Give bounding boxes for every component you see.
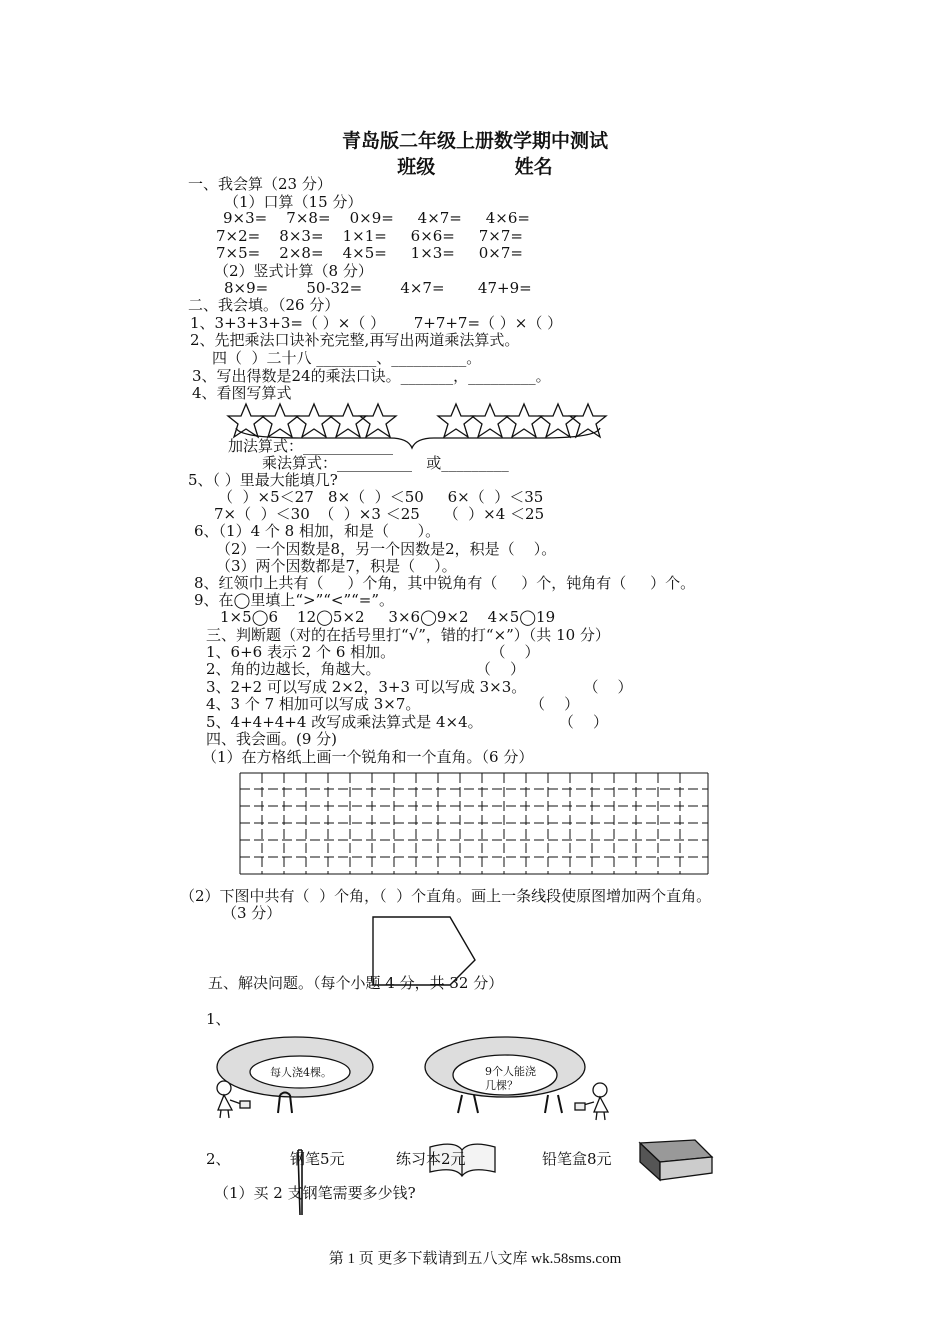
problem-2-part-1: （1）买 2 支钢笔需要多少钱? xyxy=(214,1184,416,1202)
boy-head xyxy=(593,1083,607,1097)
fill-q1: 1、3+3+3+3=（ ）×（ ） 7+7+7=（ ）×（ ） xyxy=(190,314,563,332)
judge-item-3: 3、2+2 可以写成 2×2，3+3 可以写成 3×3。 （ ） xyxy=(206,678,633,696)
page-title: 青岛版二年级上册数学期中测试 xyxy=(341,130,608,152)
fill-q8: 8、红领巾上共有（ ）个角，其中锐角有（ ）个，钝角有（ ）个。 xyxy=(194,574,696,592)
problem-2-label: 2、 xyxy=(206,1150,231,1168)
pen-price: 钢笔5元 xyxy=(290,1150,345,1168)
class-name-line: 班级 姓名 xyxy=(397,156,553,178)
problem-1-label: 1、 xyxy=(206,1010,231,1028)
star-group-right xyxy=(438,404,606,437)
star-icon xyxy=(296,404,332,437)
section-3-heading: 三、判断题（对的在括号里打“√”，错的打“×”）（共 10 分） xyxy=(206,626,610,644)
vertical-calc-heading: （2）竖式计算（8 分） xyxy=(214,262,373,280)
grid-paper xyxy=(240,773,708,874)
watering-can-icon xyxy=(240,1101,250,1108)
section-5-heading: 五、解决问题。（每个小题 4 分，共 32 分） xyxy=(208,974,504,992)
fill-q9: 9、在◯里填上“>”“<”“=”。 xyxy=(194,591,395,609)
pencil-box-price: 铅笔盒8元 xyxy=(542,1150,612,1168)
section-1-heading: 一、我会算（23 分） xyxy=(188,175,332,193)
bubble-text-right-1: 9个人能浇 xyxy=(485,1065,536,1078)
draw-q2-score: （3 分） xyxy=(222,904,282,922)
fill-q9-items: 1×5◯6 12◯5×2 3×6◯9×2 4×5◯19 xyxy=(220,608,556,626)
judge-item-2: 2、角的边越长，角越大。 （ ） xyxy=(206,660,525,678)
draw-q1: （1）在方格纸上画一个锐角和一个直角。（6 分） xyxy=(202,748,534,766)
bubble-text-right-2: 几棵？ xyxy=(485,1079,518,1092)
girl-head xyxy=(217,1081,231,1095)
fill-q5-row1: （ ）×5＜27 8×（ ）＜50 6×（ ）＜35 xyxy=(218,488,544,506)
draw-q2: （2）下图中共有（ ）个角，（ ）个直角。画上一条线段使原图增加两个直角。 xyxy=(180,887,712,905)
oral-calc-row-3: 7×5= 2×8= 4×5= 1×3= 0×7= xyxy=(216,244,523,262)
fill-q2-blank: 四（ ）二十八 ________、__________。 xyxy=(212,349,482,367)
judge-item-1: 1、6+6 表示 2 个 6 相加。 （ ） xyxy=(206,643,540,661)
fill-q4: 4、看图写算式 xyxy=(192,384,292,402)
star-group-left xyxy=(228,404,396,437)
fill-q6-part3: （3）两个因数都是7，积是（ ）。 xyxy=(216,557,457,575)
oral-calc-row-2: 7×2= 8×3= 1×1= 6×6= 7×7= xyxy=(216,227,523,245)
star-icon xyxy=(472,404,508,437)
tree-trunk-right xyxy=(458,1095,562,1113)
star-icon xyxy=(228,404,264,437)
judge-item-5: 5、4+4+4+4 改写成乘法算式是 4×4。 （ ） xyxy=(206,713,608,731)
section-4-heading: 四、我会画。(9 分) xyxy=(206,730,338,748)
star-icon xyxy=(506,404,542,437)
page-footer: 第 1 页 更多下载请到五八文库 wk.58sms.com xyxy=(328,1251,622,1267)
addition-formula-line: 加法算式：____________ xyxy=(228,437,394,455)
star-icon xyxy=(540,404,576,437)
section-2-heading: 二、我会填。（26 分） xyxy=(188,296,340,314)
fill-q5: 5、（ ）里最大能填几? xyxy=(188,471,338,489)
star-icon xyxy=(438,404,474,437)
star-icon xyxy=(262,404,298,437)
notebook-price: 练习本2元 xyxy=(396,1150,466,1168)
vertical-calc-row: 8×9= 50-32= 4×7= 47+9= xyxy=(224,279,532,297)
oral-calc-heading: （1）口算（15 分） xyxy=(224,193,363,211)
pencil-box-icon xyxy=(640,1140,712,1180)
star-icon xyxy=(570,404,606,437)
fill-q3: 3、写出得数是24的乘法口诀。_______，_________。 xyxy=(192,367,551,385)
fill-q6-part2: （2）一个因数是8，另一个因数是2，积是（ ）。 xyxy=(216,540,557,558)
star-icon xyxy=(330,404,366,437)
fill-q5-row2: 7×（ ）＜30 （ ）×3 ＜25 （ ）×4 ＜25 xyxy=(214,505,545,523)
multiplication-formula-line: 乘法算式：__________ 或_________ xyxy=(262,454,509,472)
judge-item-4: 4、3 个 7 相加可以写成 3×7。 （ ） xyxy=(206,695,580,713)
fill-q6: 6、（1）4 个 8 相加，和是（ ）。 xyxy=(194,522,441,540)
star-icon xyxy=(360,404,396,437)
bubble-text-left: 每人浇4棵。 xyxy=(270,1066,332,1079)
fill-q2: 2、先把乘法口诀补充完整,再写出两道乘法算式。 xyxy=(190,331,520,349)
watering-can-icon xyxy=(575,1103,585,1110)
oral-calc-row-1: 9×3= 7×8= 0×9= 4×7= 4×6= xyxy=(223,209,530,227)
